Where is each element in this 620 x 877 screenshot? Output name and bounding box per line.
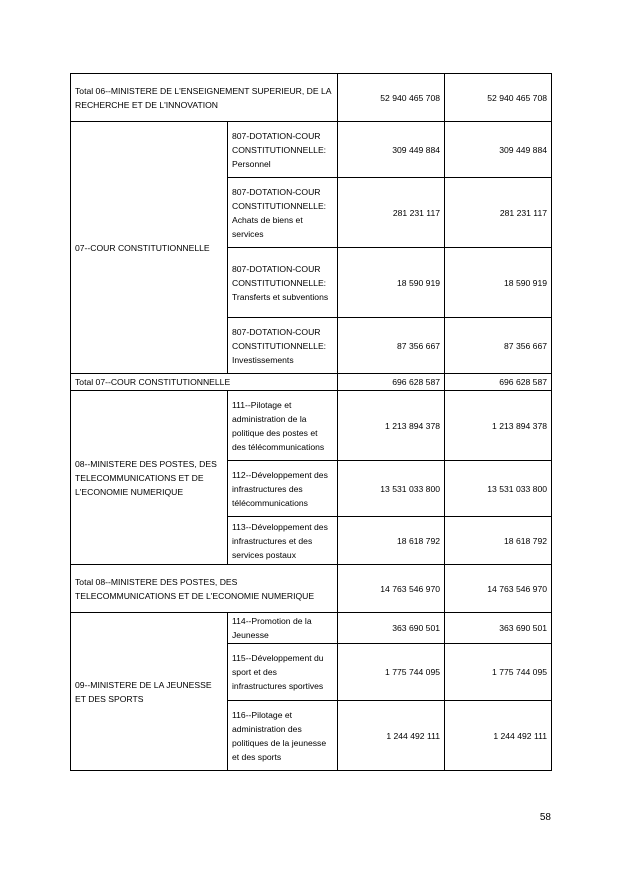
amount-1: 281 231 117 [338,178,445,248]
amount-2: 18 590 919 [445,248,552,318]
program-cell: 113--Développement des infrastructures et des services postaux [228,517,338,565]
amount-2: 1 244 492 111 [445,701,552,771]
program-cell: 111--Pilotage et administration de la politique des postes et des télécommunications [228,391,338,461]
amount-2: 87 356 667 [445,318,552,374]
amount-2: 18 618 792 [445,517,552,565]
amount-1: 1 775 744 095 [338,644,445,701]
program-cell: 115--Développement du sport et des infrastructures sportives [228,644,338,701]
table-row [71,613,552,644]
program-cell: 112--Développement des infrastructures des télécommunications [228,461,338,517]
amount-2: 1 213 894 378 [445,391,552,461]
total-row [71,74,552,122]
amount-1: 309 449 884 [338,122,445,178]
amount-2: 52 940 465 708 [445,74,552,122]
total-row [71,565,552,613]
amount-1: 18 618 792 [338,517,445,565]
table-row [71,122,552,178]
program-cell: 116--Pilotage et administration des politiques de la jeunesse et des sports [228,701,338,771]
total-label: Total 06--MINISTERE DE L'ENSEIGNEMENT SUPERIEUR, DE LA RECHERCHE ET DE L'INNOVATION [71,74,338,122]
program-cell: 807-DOTATION-COUR CONSTITUTIONNELLE: Personnel [228,122,338,178]
total-label: Total 07--COUR CONSTITUTIONNELLE [71,374,338,391]
amount-1: 1 244 492 111 [338,701,445,771]
program-cell: 807-DOTATION-COUR CONSTITUTIONNELLE: Transferts et subventions [228,248,338,318]
amount-2: 309 449 884 [445,122,552,178]
amount-1: 14 763 546 970 [338,565,445,613]
ministry-cell: 07--COUR CONSTITUTIONNELLE [71,122,228,374]
program-cell: 114--Promotion de la Jeunesse [228,613,338,644]
amount-1: 696 628 587 [338,374,445,391]
amount-2: 14 763 546 970 [445,565,552,613]
table-row [71,391,552,461]
amount-2: 13 531 033 800 [445,461,552,517]
amount-1: 52 940 465 708 [338,74,445,122]
amount-1: 87 356 667 [338,318,445,374]
amount-1: 13 531 033 800 [338,461,445,517]
total-label: Total 08--MINISTERE DES POSTES, DES TELECOMMUNICATIONS ET DE L'ECONOMIE NUMERIQUE [71,565,338,613]
amount-1: 18 590 919 [338,248,445,318]
program-cell: 807-DOTATION-COUR CONSTITUTIONNELLE: Achats de biens et services [228,178,338,248]
amount-1: 1 213 894 378 [338,391,445,461]
amount-2: 281 231 117 [445,178,552,248]
page-number: 58 [539,812,551,823]
amount-2: 363 690 501 [445,613,552,644]
amount-2: 696 628 587 [445,374,552,391]
program-cell: 807-DOTATION-COUR CONSTITUTIONNELLE: Investissements [228,318,338,374]
amount-2: 1 775 744 095 [445,644,552,701]
ministry-cell: 09--MINISTERE DE LA JEUNESSE ET DES SPORTS [71,613,228,771]
amount-1: 363 690 501 [338,613,445,644]
budget-table [70,73,552,771]
total-row [71,374,552,391]
ministry-cell: 08--MINISTERE DES POSTES, DES TELECOMMUNICATIONS ET DE L'ECONOMIE NUMERIQUE [71,391,228,565]
